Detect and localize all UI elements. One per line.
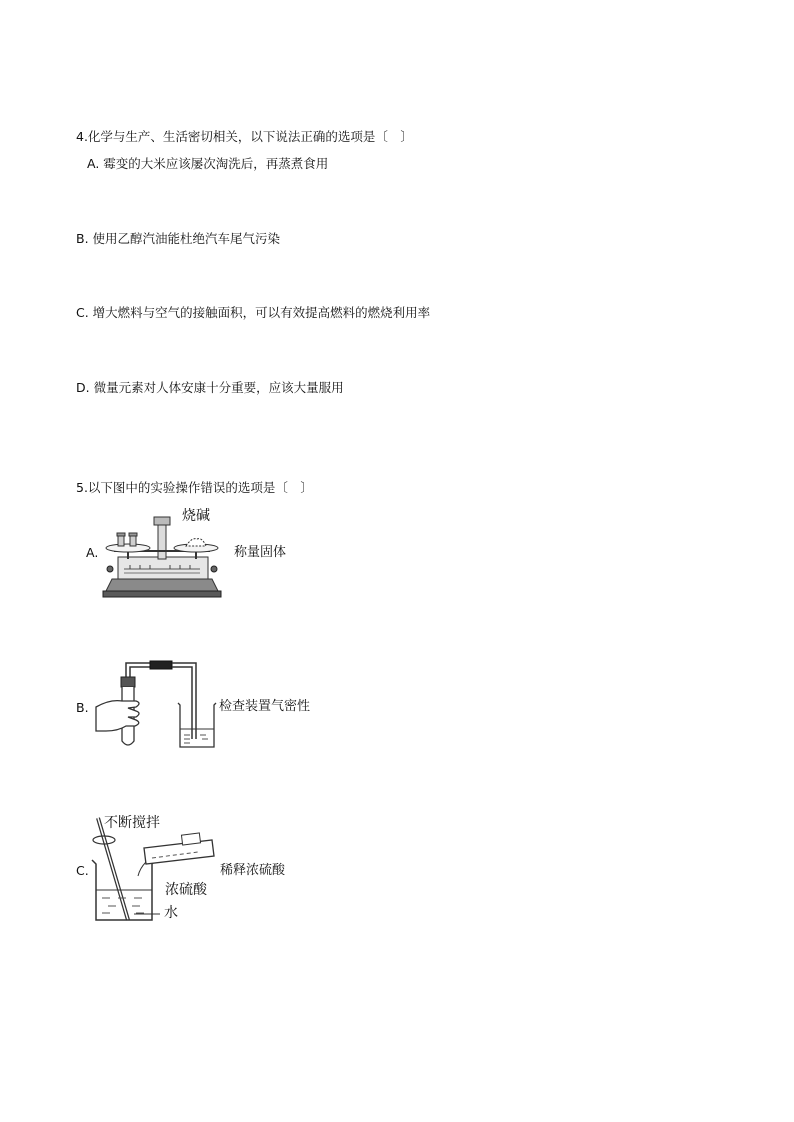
stir-label: 不断搅拌 bbox=[104, 815, 160, 831]
q5-option-c-letter[interactable]: C. bbox=[76, 863, 89, 878]
q5-option-b-letter[interactable]: B. bbox=[76, 700, 89, 715]
q4-option-d[interactable]: D. 微量元素对人体安康十分重要，应该大量服用 bbox=[76, 380, 344, 395]
q5-option-b-caption: 检查装置气密性 bbox=[219, 699, 311, 714]
q4-option-c[interactable]: C. 增大燃料与空气的接触面积，可以有效提高燃料的燃烧利用率 bbox=[76, 305, 431, 320]
water-label: 水 bbox=[164, 905, 178, 921]
q5-option-c-caption: 稀释浓硫酸 bbox=[220, 863, 286, 878]
airtightness-figure bbox=[92, 655, 222, 755]
q4-option-b[interactable]: B. 使用乙醇汽油能杜绝汽车尾气污染 bbox=[76, 231, 281, 246]
q5-option-a-caption: 称量固体 bbox=[234, 545, 287, 560]
q4-stem: 4.化学与生产、生活密切相关，以下说法正确的选项是〔 〕 bbox=[76, 129, 413, 144]
caustic-soda-label: 烧碱 bbox=[182, 508, 210, 524]
q4-option-a[interactable]: A. 霉变的大米应该屡次淘洗后，再蒸煮食用 bbox=[87, 156, 329, 171]
q5-stem: 5.以下图中的实验操作错误的选项是〔 〕 bbox=[76, 480, 313, 495]
conc-acid-label: 浓硫酸 bbox=[165, 882, 207, 898]
q5-option-a-letter[interactable]: A. bbox=[86, 545, 99, 560]
